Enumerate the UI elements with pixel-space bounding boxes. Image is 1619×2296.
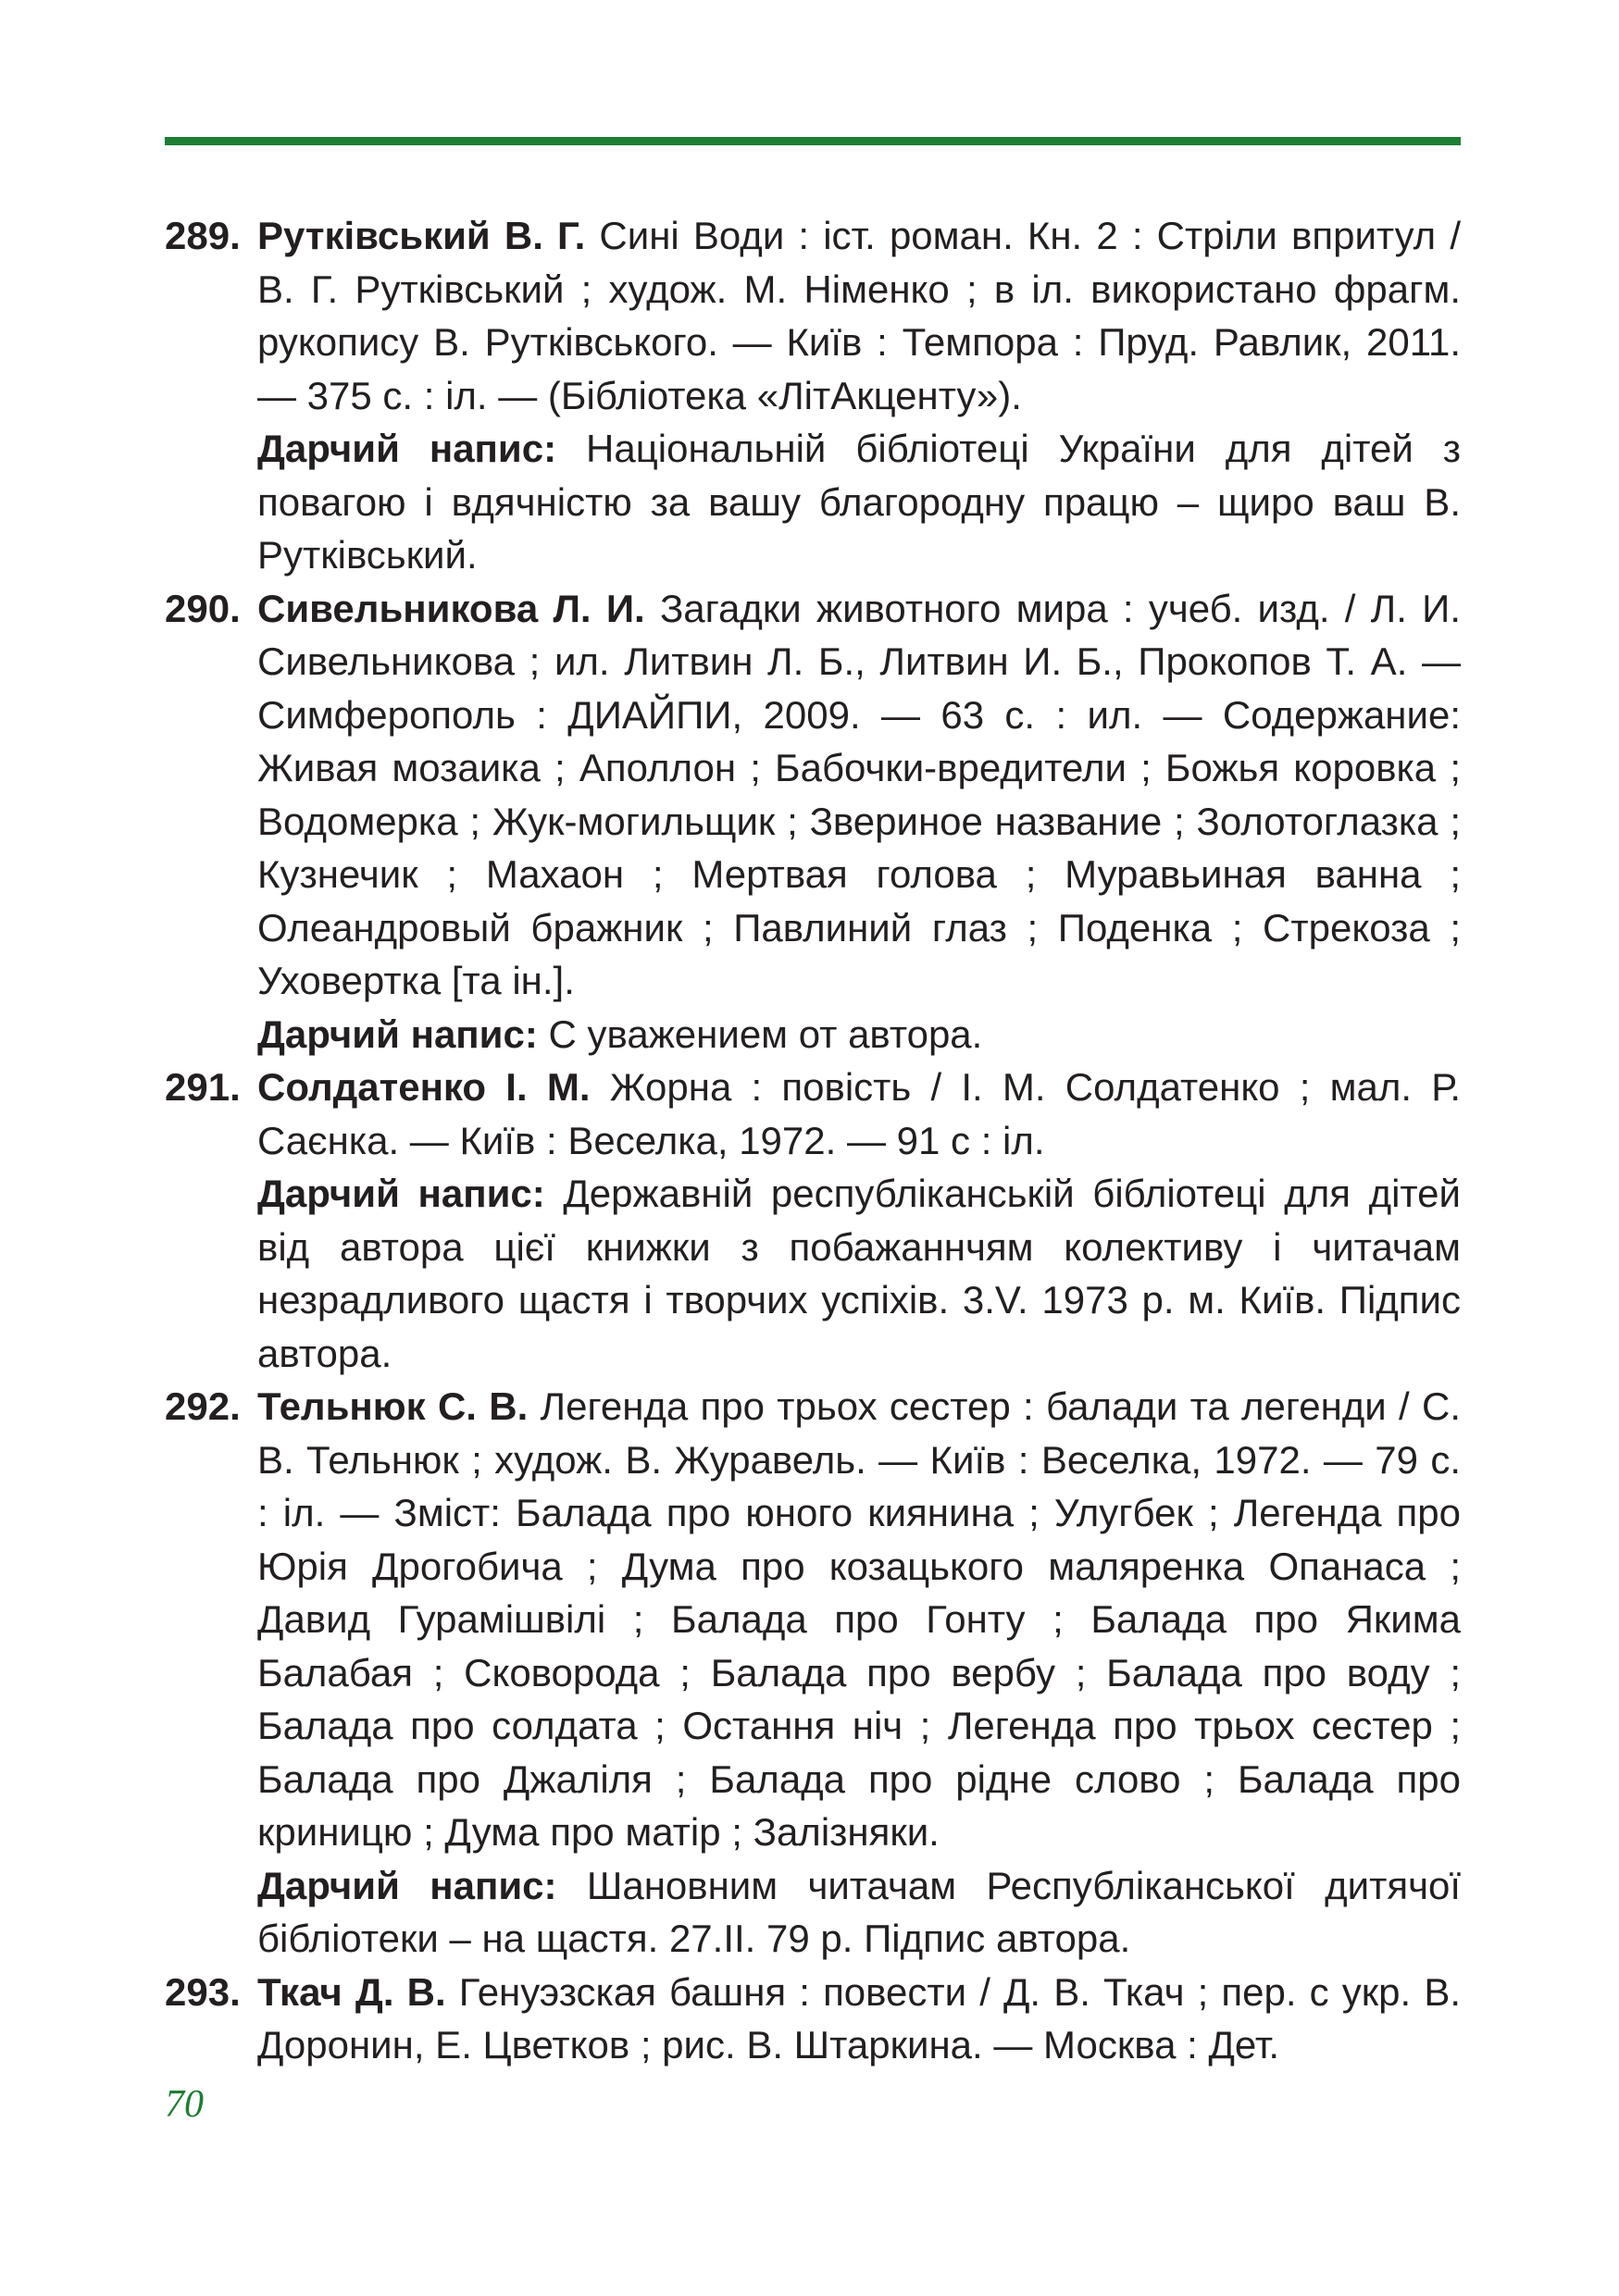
bibliography-entry: [165, 1966, 1461, 2072]
entry-number: 289.: [165, 214, 241, 257]
inscription-text: Шановним читачам Республіканської дитячої бібліотеки – на щастя. 27.II. 79 р. Підпис автора.: [257, 1863, 1461, 1960]
inscription-label: Дарчий напис:: [257, 1011, 538, 1056]
inscription-label: Дарчий напис:: [257, 427, 557, 470]
inscription-text: Національній бібліотеці України для дітей з повагою і вдячністю за вашу благородну працю – щиро ваш В. Рутківський.: [257, 427, 1461, 577]
entry-author: Ткач Д. В.: [257, 1969, 446, 2014]
entry-record: [257, 582, 1461, 1008]
entry-record: [257, 1966, 1461, 2072]
bibliography-entry: [165, 1061, 1461, 1380]
entry-number: 292.: [165, 1384, 241, 1428]
inscription-label: Дарчий напис:: [257, 1172, 545, 1215]
entry-inscription: [257, 1167, 1461, 1380]
entry-record: [257, 1061, 1461, 1167]
entry-number: 291.: [165, 1065, 241, 1109]
page-number: 70: [165, 2083, 204, 2126]
entry-number: 293.: [165, 1969, 241, 2014]
inscription-label: Дарчий напис:: [257, 1863, 557, 1907]
entry-description: Жорна : повість / І. М. Солдатенко ; мал. Р. Саєнка. — Київ : Веселка, 1972. — 91 с : іл.: [257, 1065, 1462, 1162]
bibliography-entry: [165, 209, 1461, 582]
entry-record: [257, 1380, 1461, 1859]
entry-inscription: [257, 1859, 1461, 1966]
entry-description: Загадки животного мира : учеб. изд. / Л. И. Сивельникова ; ил. Литвин Л. Б., Литвин И. Б., Прокопов Т. А. — Симферополь : ДИАЙПИ, 2009. — 63 с. : ил. — Содержание: Живая мозаика ; Аполлон ; Бабочки-вредители ; Божья коровка ; Водомерка ; Жук-могильщик ; Звериное название ; Золотоглазка ; Кузнечик ; Махаон ; Мертвая голова ; Муравьиная ванна ; Олеандровый бражник ; Павлиний глаз ; Поденка ; Стрекоза ; Уховертка [та ін.].: [257, 586, 1462, 1002]
entry-author: Тельнюк С. В.: [257, 1384, 529, 1428]
entry-inscription: [257, 422, 1461, 582]
bibliography-entry: [165, 582, 1461, 1061]
entry-inscription: [257, 1008, 1461, 1061]
entry-author: Рутківський В. Г.: [257, 214, 586, 257]
entry-author: Сивельникова Л. И.: [257, 586, 645, 630]
inscription-text: С уважением от автора.: [548, 1011, 983, 1056]
bibliography-entry: [165, 1380, 1461, 1966]
entry-record: [257, 209, 1461, 422]
entry-author: Солдатенко І. М.: [257, 1065, 591, 1109]
entry-description: Генуэзская башня : повести / Д. В. Ткач ; пер. с укр. В. Доронин, Е. Цветков ; рис. В. Штаркина. — Москва : Дет.: [257, 1969, 1461, 2066]
header-rule: [165, 137, 1461, 145]
entry-description: Сині Води : іст. роман. Кн. 2 : Стріли впритул / В. Г. Рутківський ; худож. М. Німенко ; в іл. використано фрагм. рукопису В. Рутківського. — Київ : Темпора : Пруд. Равлик, 2011. — 375 с. : іл. — (Бібліотека «ЛітАкценту»).: [257, 214, 1461, 417]
bibliography-list: [165, 209, 1461, 2072]
entry-number: 290.: [165, 586, 241, 630]
entry-description: Легенда про трьох сестер : балади та легенди / С. В. Тельнюк ; худож. В. Журавель. — Київ : Веселка, 1972. — 79 с. : іл. — Зміст: Балада про юного киянина ; Улугбек ; Легенда про Юрія Дрогобича ; Дума про козацького маляренка Опанаса ; Давид Гурамішвілі ; Балада про Гонту ; Балада про Якима Балабая ; Сковорода ; Балада про вербу ; Балада про воду ; Балада про солдата ; Остання ніч ; Легенда про трьох сестер ; Балада про Джаліля ; Балада про рідне слово ; Балада про криницю ; Дума про матір ; Залізняки.: [257, 1384, 1461, 1854]
inscription-text: Державній республіканській бібліотеці для дітей від автора цієї книжки з побажаннчям колективу і читачам незрадливого щастя і творчих успіхів. 3.V. 1973 р. м. Київ. Підпис автора.: [257, 1172, 1461, 1375]
